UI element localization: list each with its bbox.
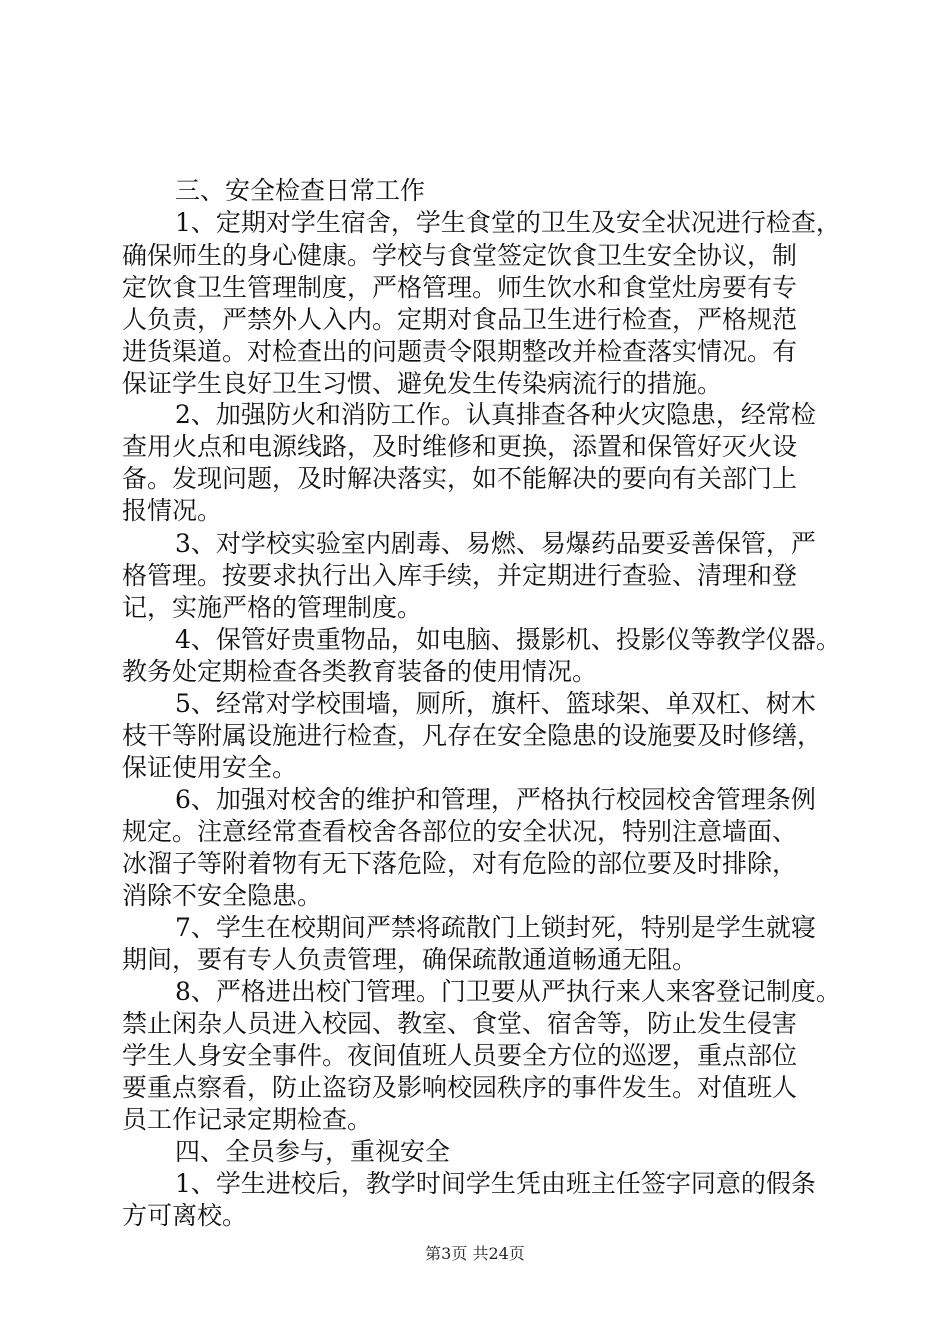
section-heading: 四、全员参与，重视安全 bbox=[175, 1137, 451, 1166]
section-heading: 三、安全检查日常工作 bbox=[175, 176, 426, 205]
paragraph-line: 记，实施严格的管理制度。 bbox=[122, 593, 423, 622]
paragraph-line: 规定。注意经常查看校舍各部位的安全状况，特别注意墙面、 bbox=[122, 817, 798, 846]
paragraph-line: 确保师生的身心健康。学校与食堂签定饮食卫生安全协议，制 bbox=[122, 241, 798, 270]
paragraph-line: 禁止闲杂人员进入校园、教室、食堂、宿舍等，防止发生侵害 bbox=[122, 1009, 798, 1038]
paragraph-line: 学生人身安全事件。夜间值班人员要全方位的巡逻，重点部位 bbox=[122, 1041, 798, 1070]
paragraph-line: 教务处定期检查各类教育装备的使用情况。 bbox=[122, 657, 598, 686]
paragraph-line: 期间，要有专人负责管理，确保疏散通道畅通无阻。 bbox=[122, 945, 698, 974]
paragraph-line: 6、加强对校舍的维护和管理，严格执行校园校舍管理条例 bbox=[175, 785, 816, 814]
paragraph-line: 消除不安全隐患。 bbox=[122, 881, 323, 910]
paragraph-line: 枝干等附属设施进行检查，凡存在安全隐患的设施要及时修缮， bbox=[122, 721, 823, 750]
page-number-footer: 第3页 共24页 bbox=[425, 1244, 525, 1263]
paragraph-line: 要重点察看，防止盗窃及影响校园秩序的事件发生。对值班人 bbox=[122, 1073, 798, 1102]
paragraph-line: 2、加强防火和消防工作。认真排查各种火灾隐患，经常检 bbox=[175, 400, 816, 429]
paragraph-line: 4、保管好贵重物品，如电脑、摄影机、投影仪等教学仪器。 bbox=[175, 625, 841, 654]
paragraph-line: 7、学生在校期间严禁将疏散门上锁封死，特别是学生就寝 bbox=[175, 913, 816, 942]
paragraph-line: 5、经常对学校围墙，厕所，旗杆、篮球架、单双杠、树木 bbox=[175, 689, 816, 718]
paragraph-line: 人负责，严禁外人入内。定期对食品卫生进行检查，严格规范 bbox=[122, 305, 798, 334]
paragraph-line: 方可离校。 bbox=[122, 1201, 248, 1230]
paragraph-line: 定饮食卫生管理制度，严格管理。师生饮水和食堂灶房要有专 bbox=[122, 273, 798, 302]
paragraph-line: 格管理。按要求执行出入库手续，并定期进行查验、清理和登 bbox=[122, 561, 798, 590]
paragraph-line: 1、定期对学生宿舍，学生食堂的卫生及安全状况进行检查， bbox=[175, 208, 841, 237]
paragraph-line: 进货渠道。对检查出的问题责令限期整改并检查落实情况。有 bbox=[122, 337, 798, 366]
paragraph-line: 报情况。 bbox=[122, 496, 223, 525]
paragraph-line: 保证使用安全。 bbox=[122, 753, 298, 782]
paragraph-line: 员工作记录定期检查。 bbox=[122, 1105, 373, 1134]
paragraph-line: 1、学生进校后，教学时间学生凭由班主任签字同意的假条 bbox=[175, 1169, 816, 1198]
paragraph-line: 8、严格进出校门管理。门卫要从严执行来人来客登记制度。 bbox=[175, 977, 841, 1006]
paragraph-line: 查用火点和电源线路，及时维修和更换，添置和保管好灭火设 bbox=[122, 432, 798, 461]
paragraph-line: 备。发现问题，及时解决落实，如不能解决的要向有关部门上 bbox=[122, 464, 798, 493]
paragraph-line: 保证学生良好卫生习惯、避免发生传染病流行的措施。 bbox=[122, 369, 723, 398]
paragraph-line: 冰溜子等附着物有无下落危险，对有危险的部位要及时排除， bbox=[122, 849, 798, 878]
paragraph-line: 3、对学校实验室内剧毒、易燃、易爆药品要妥善保管，严 bbox=[175, 529, 816, 558]
